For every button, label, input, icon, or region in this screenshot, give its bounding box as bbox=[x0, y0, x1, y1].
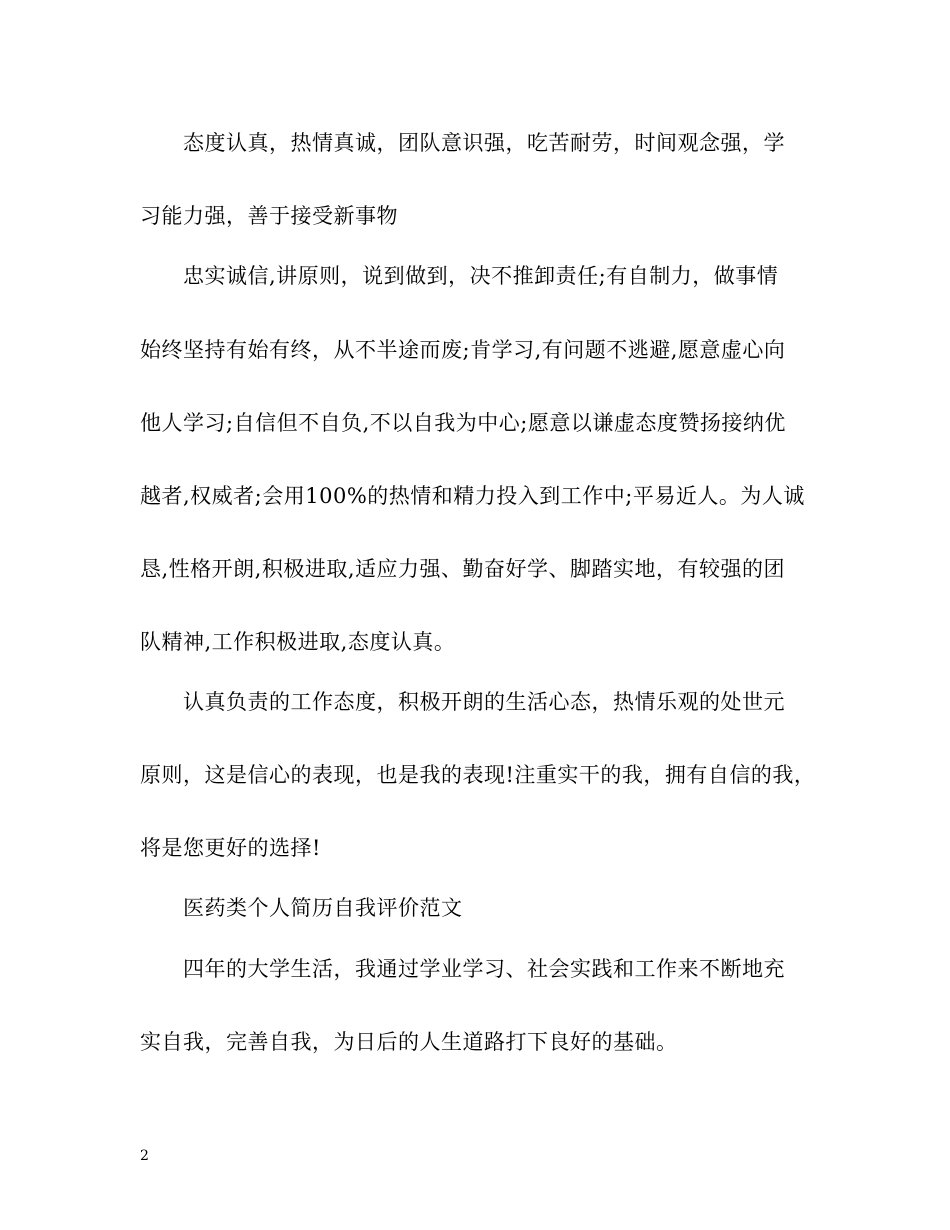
paragraph-line: 原则，这是信心的表现，也是我的表现!注重实干的我，拥有自信的我， bbox=[140, 763, 816, 787]
paragraph-line: 他人学习;自信但不自负,不以自我为中心;愿意以谦虚态度赞扬接纳优 bbox=[140, 411, 786, 435]
paragraph-line: 态度认真，热情真诚，团队意识强，吃苦耐劳，时间观念强，学 bbox=[183, 131, 785, 155]
paragraph-line: 习能力强，善于接受新事物 bbox=[140, 204, 398, 228]
paragraph-line: 越者,权威者;会用100%的热情和精力投入到工作中;平易近人。为人诚 bbox=[140, 484, 805, 508]
paragraph-line: 认真负责的工作态度，积极开朗的生活心态，热情乐观的处世元 bbox=[183, 690, 785, 714]
paragraph-line: 实自我，完善自我，为日后的人生道路打下良好的基础。 bbox=[140, 1030, 678, 1054]
paragraph-line: 恳,性格开朗,积极进取,适应力强、勤奋好学、脚踏实地，有较强的团 bbox=[140, 557, 786, 581]
paragraph-line: 始终坚持有始有终，从不半途而废;肯学习,有问题不逃避,愿意虚心向 bbox=[140, 338, 786, 362]
page-number: 2 bbox=[140, 1148, 149, 1164]
paragraph-line: 队精神,工作积极进取,态度认真。 bbox=[140, 630, 456, 654]
paragraph-line: 四年的大学生活，我通过学业学习、社会实践和工作来不断地充 bbox=[183, 957, 785, 981]
paragraph-line: 将是您更好的选择! bbox=[140, 836, 321, 860]
paragraph-line: 忠实诚信,讲原则，说到做到，决不推卸责任;有自制力，做事情 bbox=[183, 264, 779, 288]
section-heading: 医药类个人简历自我评价范文 bbox=[183, 896, 463, 920]
